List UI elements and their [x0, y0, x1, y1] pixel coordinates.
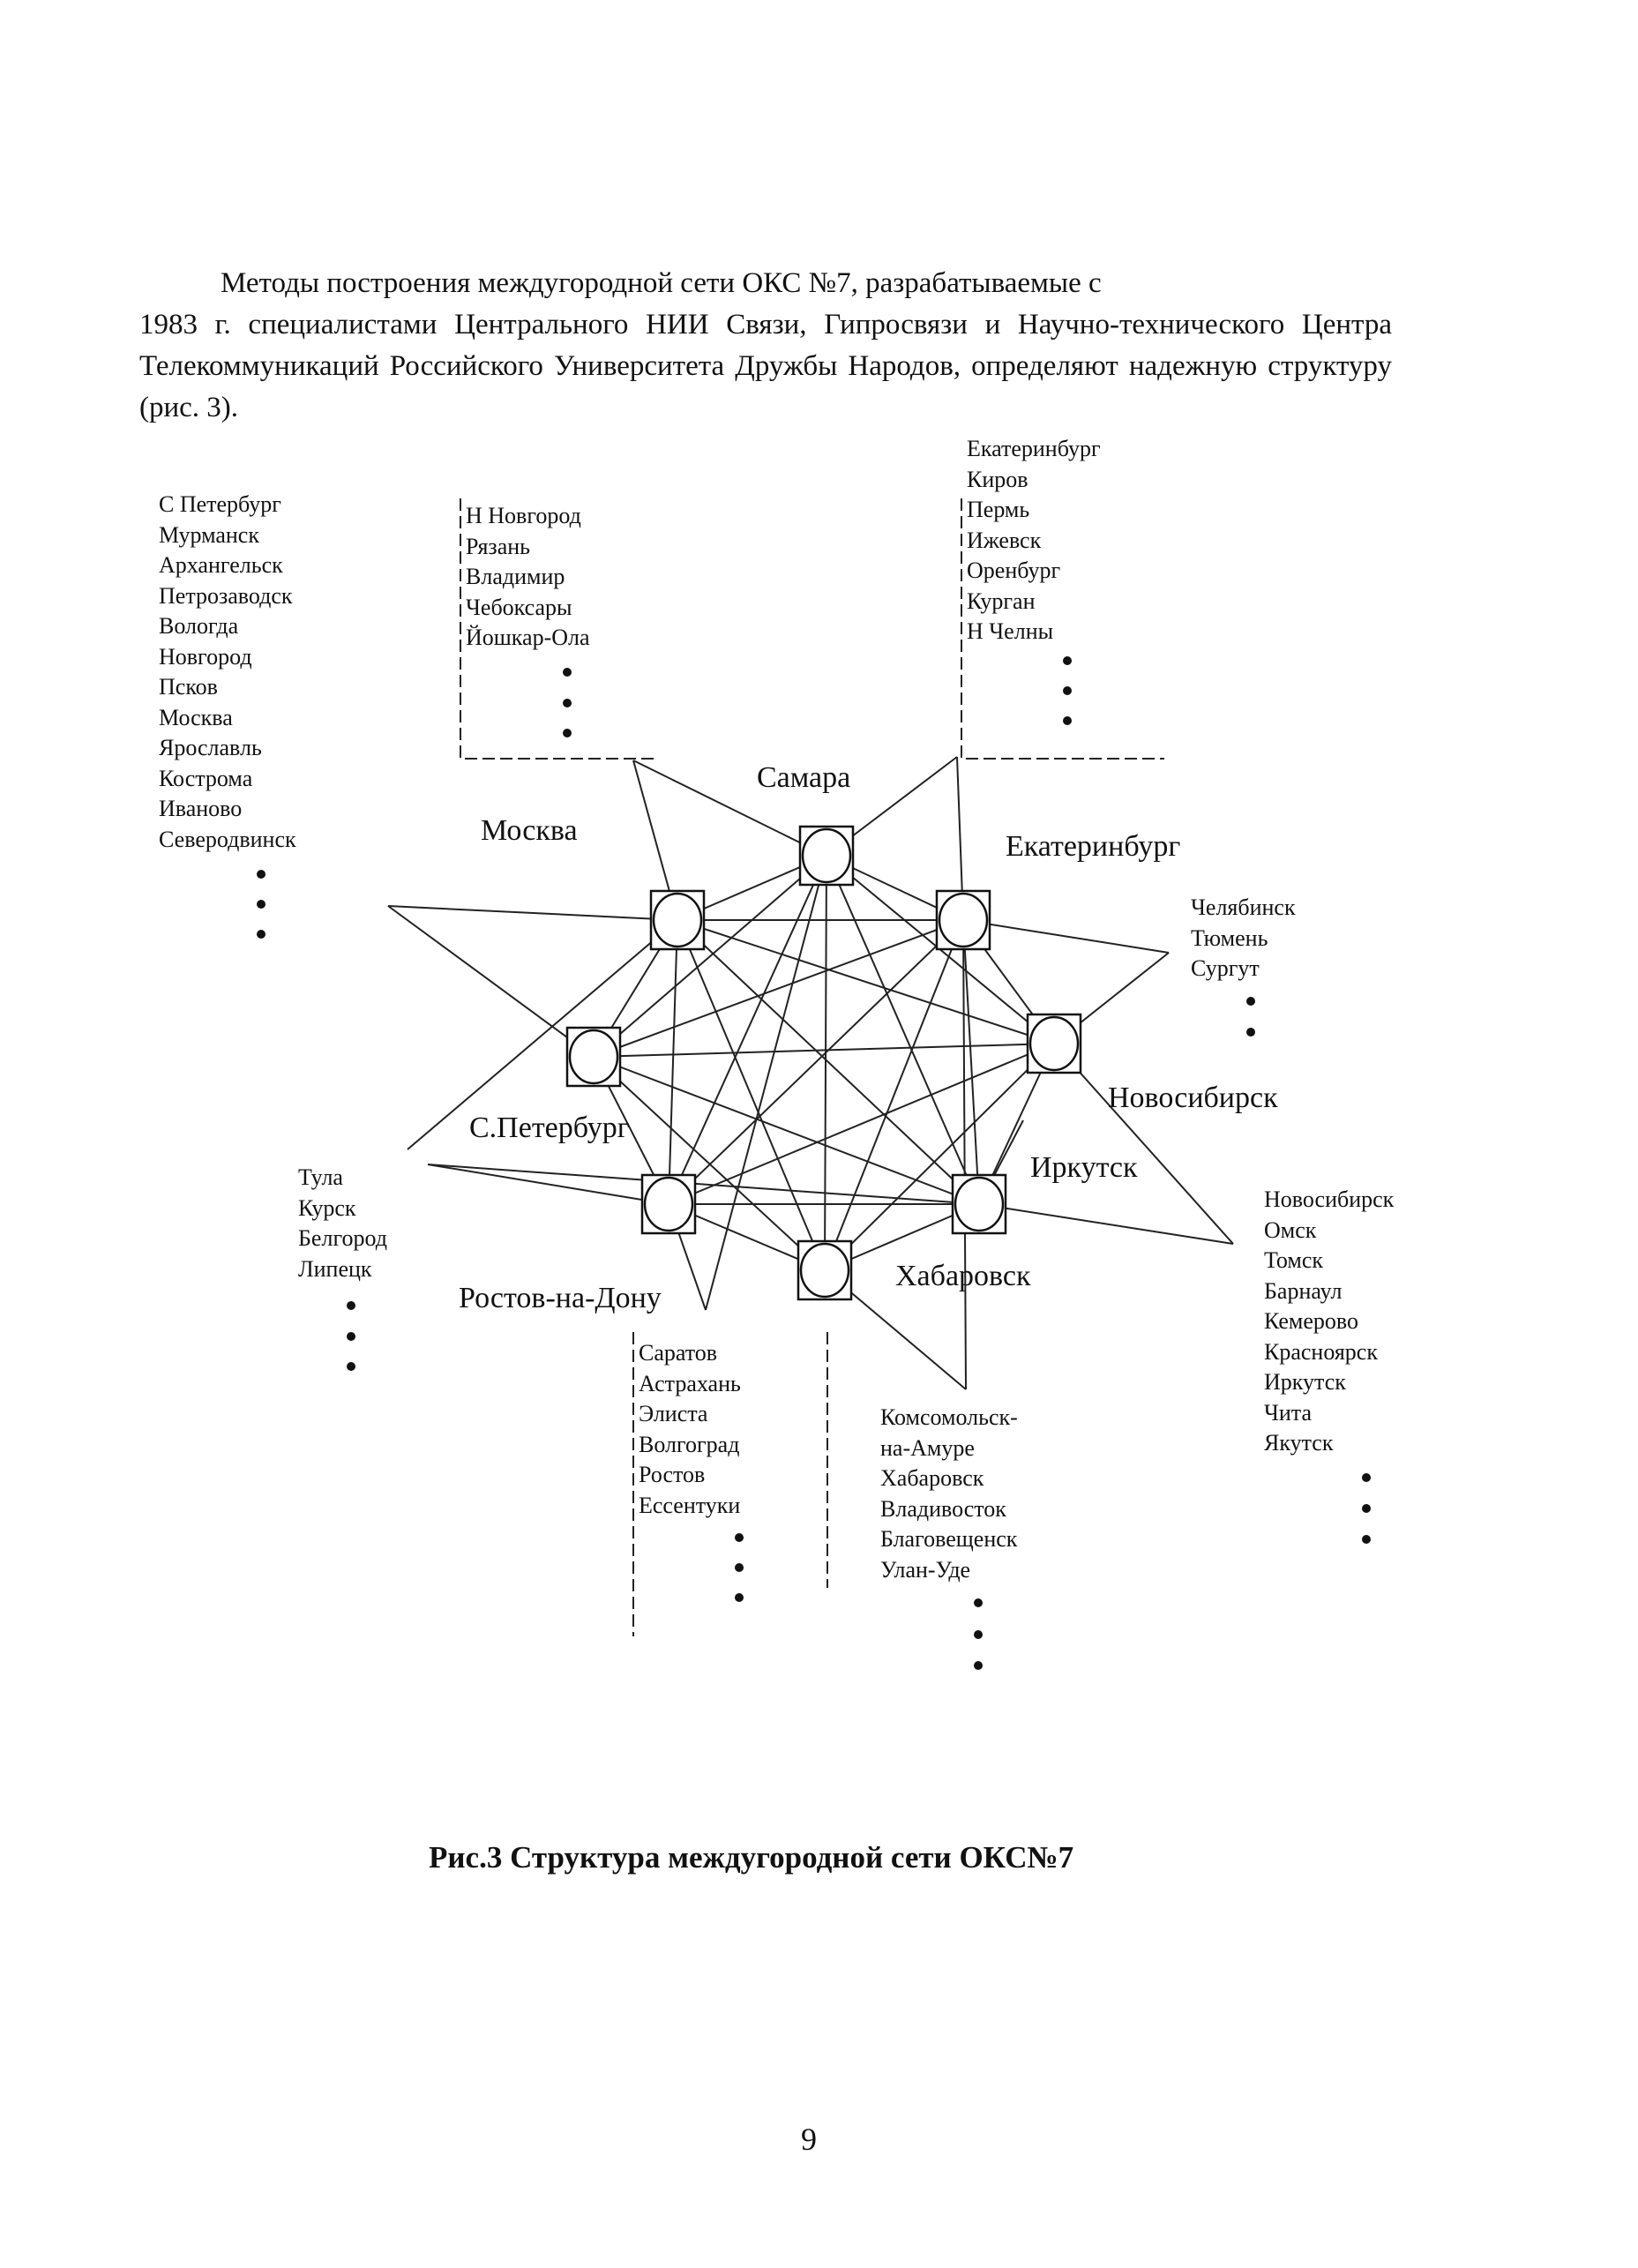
list-item: Белгород [298, 1225, 387, 1251]
ellipsis-dot [1246, 1028, 1255, 1037]
list-tula-region [298, 1163, 387, 1284]
hub-label-novosibirsk: Новосибирск [1108, 1082, 1278, 1114]
ellipsis-dot [735, 1563, 744, 1572]
list-item: Улан-Уде [880, 1556, 971, 1583]
list-item: Йошкар-Ола [466, 625, 590, 650]
spb-node [567, 1028, 620, 1086]
page-number: 9 [801, 2122, 817, 2157]
ellipsis-dot [974, 1661, 983, 1670]
hub-label-irkutsk: Иркутск [1030, 1151, 1138, 1184]
ellipsis-dot [347, 1301, 355, 1310]
rostov-node [642, 1175, 695, 1233]
moskva-node [651, 891, 704, 949]
list-item: Барнаул [1264, 1277, 1343, 1304]
list-item: Иркутск [1264, 1369, 1346, 1395]
list-item: Екатеринбург [967, 436, 1101, 461]
hub-label-khabarovsk: Хабаровск [895, 1260, 1031, 1292]
list-item: Липецк [298, 1255, 372, 1282]
list-item: Курган [967, 588, 1036, 614]
list-item: Ростов [639, 1462, 706, 1487]
list-far-east-region [880, 1403, 1018, 1585]
list-item: Омск [1264, 1216, 1317, 1243]
list-item: Кострома [159, 765, 253, 791]
list-item: Владимир [466, 564, 565, 589]
ellipsis-dot [1362, 1504, 1371, 1513]
ellipsis-dot [974, 1630, 983, 1639]
paragraph-line-1: Методы построения междугородной сети ОКС №7, разрабатываемые с [221, 267, 1102, 299]
ellipsis-dot [257, 900, 266, 909]
samara-node [800, 827, 853, 885]
list-item: С Петербург [159, 491, 281, 517]
hub-nodes [567, 827, 1081, 1299]
list-item: Элиста [639, 1401, 708, 1426]
list-item: Н Новгород [466, 503, 581, 528]
list-item: Челябинск [1191, 894, 1296, 920]
list-item: Ярославль [159, 735, 262, 760]
list-item: Оренбург [967, 558, 1061, 583]
ellipsis-dot [563, 729, 572, 737]
hub-label-rostov: Ростов-на-Дону [459, 1282, 662, 1314]
list-item: Ессентуки [639, 1492, 741, 1518]
list-item: Благовещенск [880, 1526, 1018, 1552]
hub-label-ekaterinburg: Екатеринбург [1006, 830, 1181, 863]
list-item: Н Челны [967, 618, 1054, 644]
list-item: Сургут [1191, 955, 1260, 981]
list-item: Москва [159, 704, 233, 730]
list-item: Вологда [159, 613, 239, 639]
ellipsis-dot [257, 930, 266, 939]
ellipsis-dot [1362, 1535, 1371, 1544]
ellipsis-dot [257, 870, 266, 879]
list-item: Чебоксары [466, 594, 572, 620]
list-item: Волгоград [639, 1431, 740, 1457]
ellipsis-dot [347, 1362, 355, 1371]
list-item: Томск [1264, 1247, 1324, 1273]
list-item: Рязань [466, 533, 531, 559]
hub-label-spb: С.Петербург [469, 1112, 630, 1144]
irkutsk-node [953, 1175, 1006, 1233]
list-item: Кемерово [1264, 1308, 1358, 1334]
list-siberia-region [1264, 1185, 1394, 1459]
list-item: Хабаровск [880, 1465, 984, 1491]
ellipsis-dot [1063, 716, 1072, 725]
list-item: Тула [298, 1164, 343, 1190]
list-item: Петрозаводск [159, 582, 293, 609]
list-moskva-region [466, 501, 590, 654]
ellipsis-dot [1063, 656, 1072, 665]
list-item: Комсомольск- [880, 1404, 1018, 1430]
khabarovsk-node [798, 1241, 851, 1299]
list-ekaterinburg-region [967, 434, 1101, 647]
ellipsis-dot [347, 1332, 355, 1341]
paragraph-line-rest: 1983 г. специалистами Центрального НИИ Связи, Гипросвязи и Научно-технического Центра Телекоммуникаций Российского Университета Дружбы Народов, определяют надежную структуру (рис. 3). [139, 309, 1392, 423]
hub-label-moskva: Москва [481, 814, 578, 847]
list-item: Киров [967, 466, 1028, 492]
list-item: Пермь [967, 497, 1030, 522]
list-item: Псков [159, 674, 218, 700]
list-item: Ижевск [967, 527, 1042, 553]
list-item: Архангельск [159, 552, 283, 578]
hub-label-samara: Самара [757, 761, 851, 794]
novosibirsk-node [1028, 1014, 1081, 1073]
list-item: Новгород [159, 643, 252, 670]
ellipsis-dot [735, 1593, 744, 1602]
figure-caption: Рис.3 Структура междугородной сети ОКС№7 [429, 1840, 1074, 1875]
list-item: Новосибирск [1264, 1186, 1395, 1212]
list-item: Красноярск [1264, 1338, 1378, 1365]
ellipsis-dot [974, 1598, 983, 1607]
list-item: Астрахань [639, 1370, 741, 1396]
list-item: на-Амуре [880, 1434, 975, 1461]
list-item: Курск [298, 1194, 356, 1221]
list-item: Саратов [639, 1340, 718, 1366]
list-item: Иваново [159, 796, 243, 821]
list-item: Владивосток [880, 1495, 1006, 1522]
list-spb-region [159, 490, 296, 855]
list-item: Якутск [1264, 1430, 1334, 1456]
ellipsis-dot [563, 699, 572, 707]
list-item: Северодвинск [159, 826, 296, 852]
ellipsis-dot [1063, 686, 1072, 695]
list-item: Тюмень [1191, 924, 1268, 951]
ekaterinburg-node [937, 891, 990, 949]
list-item: Мурманск [159, 521, 259, 548]
ellipsis-dot [1362, 1473, 1371, 1482]
ellipsis-dot [563, 668, 572, 677]
list-volga-region [639, 1338, 741, 1521]
ellipsis-dot [1246, 997, 1255, 1006]
list-ural-region [1191, 893, 1296, 984]
list-item: Чита [1264, 1399, 1313, 1426]
ellipsis-dot [735, 1533, 744, 1542]
